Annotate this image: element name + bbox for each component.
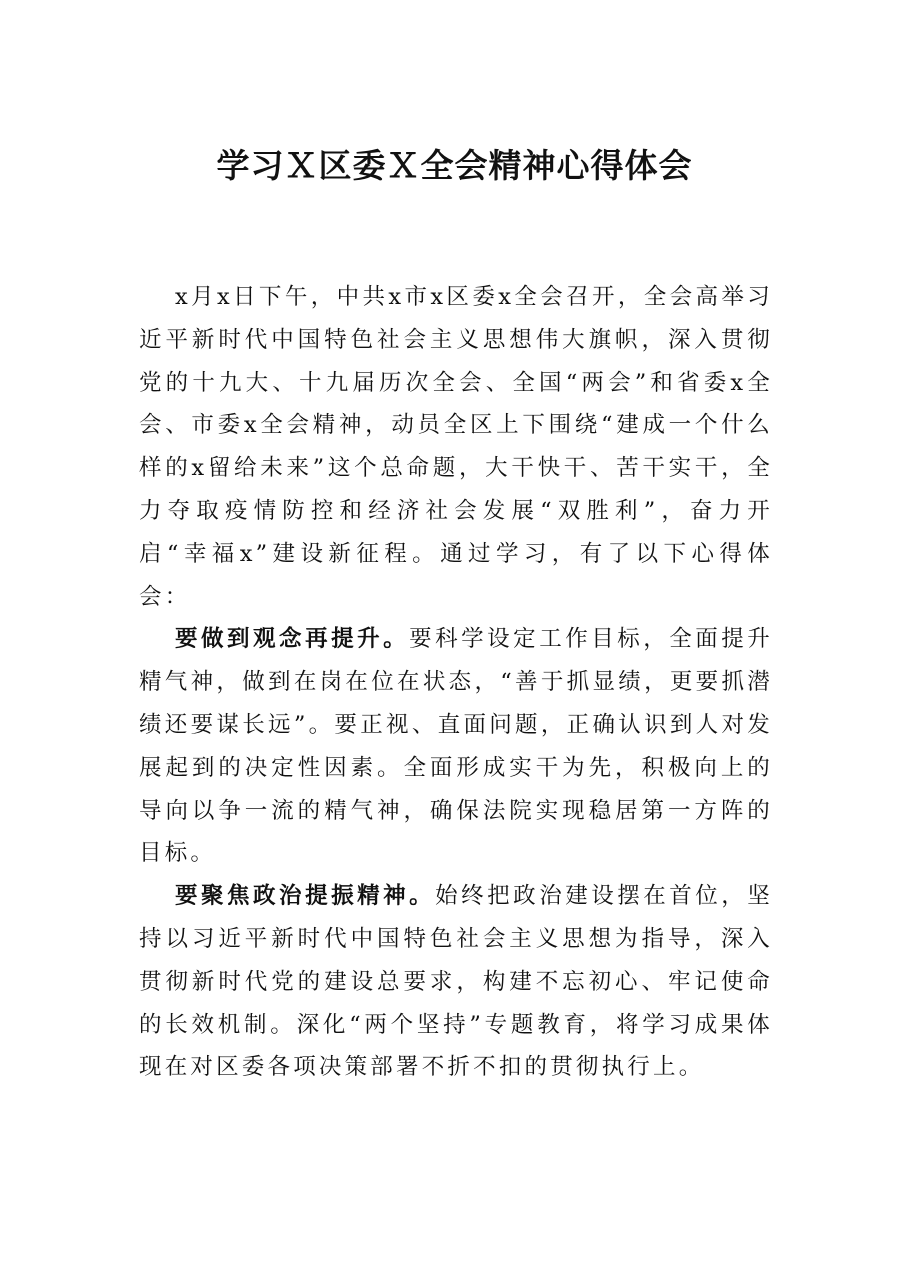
paragraph-intro bbox=[139, 276, 773, 618]
paragraph-text: 要科学设定工作目标，全面提升精气神，做到在岗在位在状态，“善于抓显绩，更要抓潜绩还要谋长远”。要正视、直面问题，正确认识到人对发展起到的决定性因素。全面形成实干为先，积极向上的导向以争一流的精气神，确保法院实现稳居第一方阵的目标。 bbox=[139, 626, 773, 867]
paragraph-concept bbox=[139, 618, 773, 875]
paragraph-lead: 要聚焦政治提振精神。 bbox=[175, 883, 436, 910]
document-body bbox=[139, 276, 773, 1089]
paragraph-text: x月x日下午，中共x市x区委x全会召开，全会高举习近平新时代中国特色社会主义思想伟大旗帜，深入贯彻党的十九大、十九届历次全会、全国“两会”和省委x全会、市委x全会精神，动员全区上下围绕“建成一个什么样的x留给未来”这个总命题，大干快干、苦干实干，全力夺取疫情防控和经济社会发展“双胜利”，奋力开启“幸福x”建设新征程。通过学习，有了以下心得体会： bbox=[139, 284, 773, 610]
paragraph-politics bbox=[139, 875, 773, 1089]
document-title: 学习Ｘ区委Ｘ全会精神心得体会 bbox=[216, 146, 693, 185]
paragraph-text: 始终把政治建设摆在首位，坚持以习近平新时代中国特色社会主义思想为指导，深入贯彻新时代党的建设总要求，构建不忘初心、牢记使命的长效机制。深化“两个坚持”专题教育，将学习成果体现在对区委各项决策部署不折不扣的贯彻执行上。 bbox=[139, 883, 773, 1081]
paragraph-lead: 要做到观念再提升。 bbox=[175, 626, 410, 653]
